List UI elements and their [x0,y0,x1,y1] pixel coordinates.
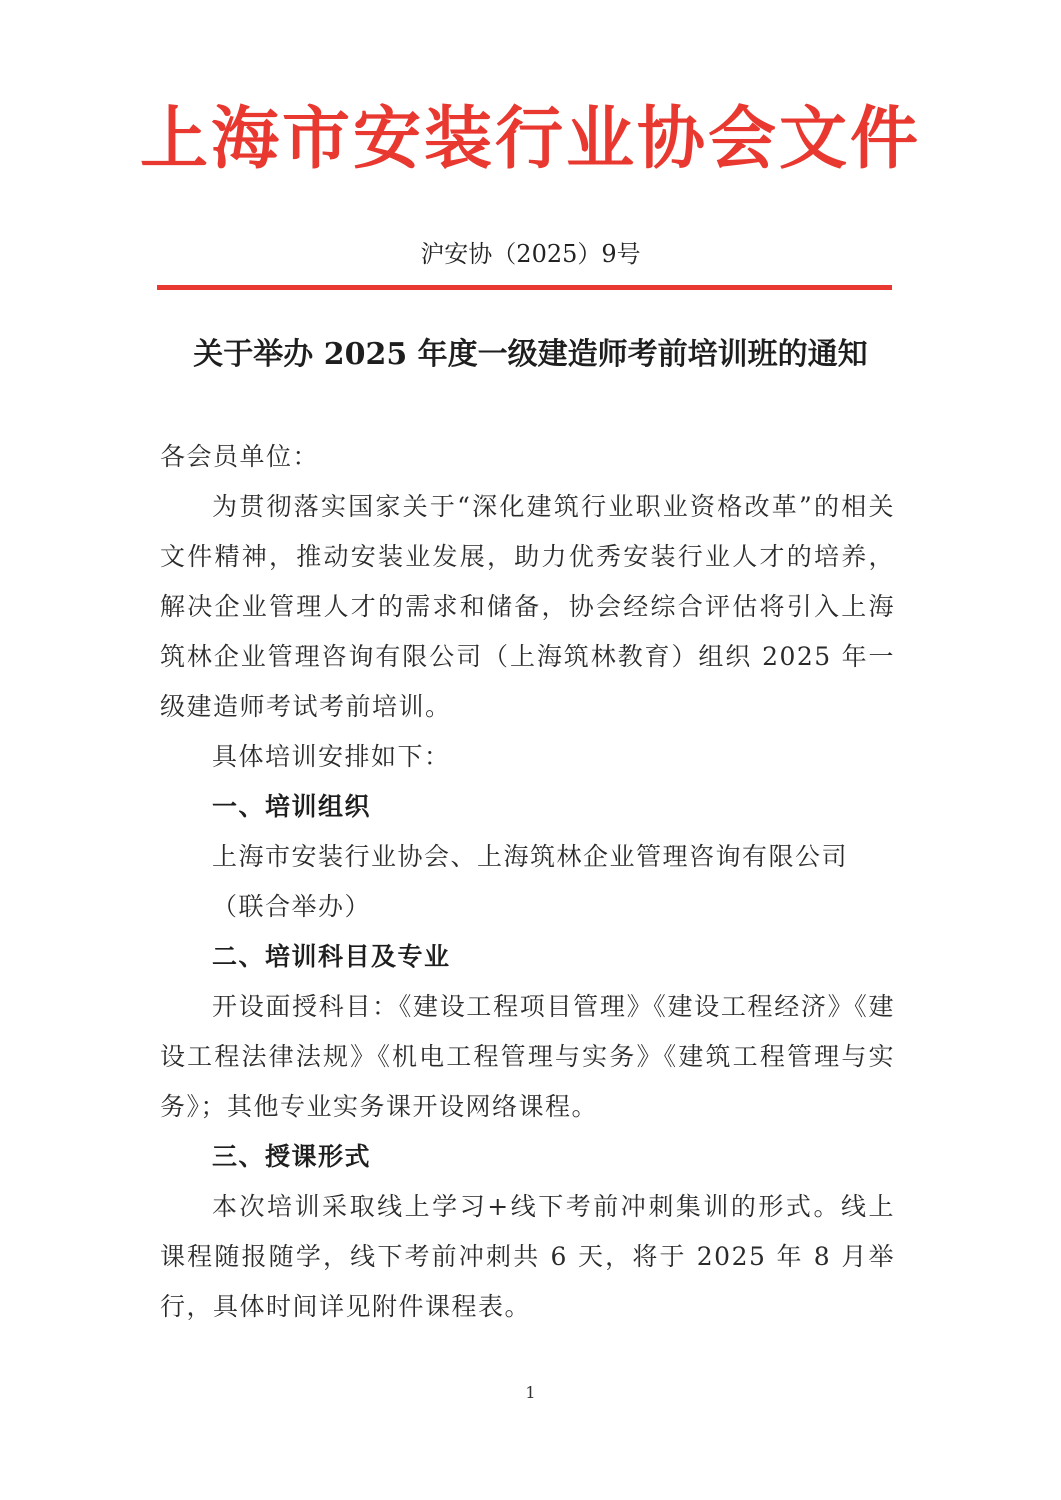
section-paragraph: 上海市安装行业协会、上海筑林企业管理咨询有限公司 [212,842,849,871]
section-heading-format: 三、授课形式 [212,1142,372,1171]
notice-body [160,432,895,1332]
document-masthead: 上海市安装行业协会文件 [139,100,921,179]
document-number: 沪安协（2025）9号 [420,240,641,268]
notice-title: 关于举办 2025 年度一级建造师考前培训班的通知 [193,337,868,372]
salutation: 各会员单位： [160,442,320,471]
red-divider-line [157,285,892,290]
section-paragraph: 开设面授科目：《建设工程项目管理》《建设工程经济》《建设工程法律法规》《机电工程管理与实务》《建筑工程管理与实务》；其他专业实务课开设网络课程。 [160,992,895,1121]
section-heading-organization: 一、培训组织 [212,792,372,821]
section-heading-subjects: 二、培训科目及专业 [212,942,451,971]
page-number: 1 [525,1383,536,1402]
section-paragraph: （联合举办） [212,892,372,921]
arrangement-paragraph: 具体培训安排如下： [212,742,451,771]
section-paragraph: 本次培训采取线上学习+线下考前冲刺集训的形式。线上课程随报随学，线下考前冲刺共 6 天，将于 2025 年 8 月举行，具体时间详见附件课程表。 [160,1192,895,1321]
intro-paragraph: 为贯彻落实国家关于“深化建筑行业职业资格改革”的相关文件精神，推动安装业发展，助力优秀安装行业人才的培养，解决企业管理人才的需求和储备，协会经综合评估将引入上海筑林企业管理咨询有限公司（上海筑林教育）组织 2025 年一级建造师考试考前培训。 [160,492,895,721]
